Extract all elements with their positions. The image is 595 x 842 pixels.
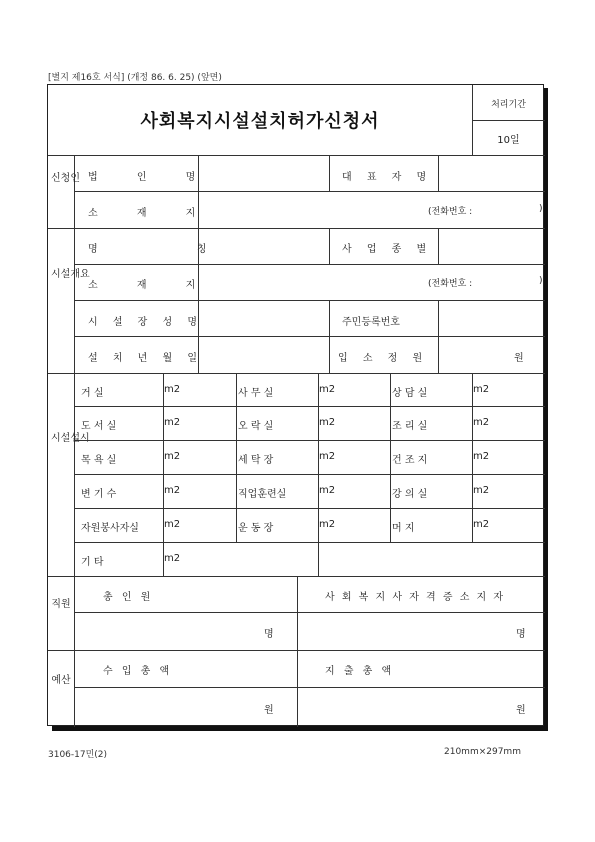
budget-section-label: 예산 [51, 675, 71, 686]
paper-size: 210mm×297mm [444, 747, 521, 757]
staff-section-label: 직원 [51, 599, 71, 610]
corp-name-label: 법 인 명 [88, 172, 214, 183]
staff-cert-unit: 명 [516, 629, 526, 640]
applicant-section-label: 신청인 [51, 173, 80, 184]
capacity-label: 입 소 정 원 [338, 353, 429, 364]
facility-label: 변 기 수 [81, 489, 117, 500]
facility-label: 기 타 [81, 557, 104, 568]
facility-name-label: 명 칭 [88, 244, 255, 255]
facility-phone-label: (전화번호 : [428, 279, 473, 289]
resident-no-label: 주민등록번호 [342, 317, 400, 328]
applicant-location-label: 소 재 지 [88, 208, 214, 219]
facility-label: 오 락 실 [238, 421, 274, 432]
facility-unit: m2 [319, 384, 336, 395]
staff-total-unit: 명 [264, 629, 274, 640]
facility-unit: m2 [164, 451, 181, 462]
staff-total-label: 총 인 원 [103, 592, 154, 603]
business-type-label: 사 업 종 별 [342, 244, 433, 255]
facility-unit: m2 [164, 485, 181, 496]
facility-label: 직업훈련실 [238, 489, 287, 500]
applicant-phone-close: ) [539, 204, 543, 214]
expense-unit: 원 [516, 705, 526, 716]
facility-label: 머 지 [392, 523, 415, 534]
income-label: 수 입 총 액 [103, 666, 173, 677]
facility-unit: m2 [473, 519, 490, 530]
facility-unit: m2 [473, 417, 490, 428]
facility-unit: m2 [164, 384, 181, 395]
facility-label: 운 동 장 [238, 523, 274, 534]
expense-label: 지 출 총 액 [325, 666, 395, 677]
facility-phone-close: ) [539, 276, 543, 286]
applicant-phone-label: (전화번호 : [428, 207, 473, 217]
form-number: [별지 제16호 서식] (개정 86. 6. 25) (앞면) [48, 73, 222, 83]
processing-label: 처리기간 [491, 100, 526, 110]
processing-value: 10일 [497, 135, 520, 146]
facility-label: 사 무 실 [238, 388, 274, 399]
rep-name-label: 대 표 자 명 [342, 172, 433, 183]
form-code: 3106-17민(2) [48, 750, 108, 760]
form-title: 사회복지시설설치허가신청서 [140, 111, 380, 132]
facilities-section-label: 시설설시 [51, 433, 90, 444]
facility-label: 거 실 [81, 388, 104, 399]
facility-unit: m2 [473, 451, 490, 462]
application-form [47, 84, 544, 726]
facility-label: 조 리 실 [392, 421, 428, 432]
facility-unit: m2 [164, 553, 181, 564]
staff-cert-label: 사 회 복 지 사 자 격 증 소 지 자 [325, 592, 506, 603]
facility-label: 세 탁 장 [238, 455, 274, 466]
facility-unit: m2 [319, 485, 336, 496]
est-date-label: 설 치 년 월 일 [88, 353, 204, 364]
facility-unit: m2 [164, 417, 181, 428]
facility-location-label: 소 재 지 [88, 280, 214, 291]
head-name-label: 시 설 장 성 명 [88, 317, 204, 328]
facility-label: 자원봉사자실 [81, 523, 139, 534]
facility-unit: m2 [319, 451, 336, 462]
facility-label: 강 의 실 [392, 489, 428, 500]
facility-label: 건 조 지 [392, 455, 428, 466]
facility-unit: m2 [473, 384, 490, 395]
facility-label: 상 담 실 [392, 388, 428, 399]
facility-label: 목 욕 실 [81, 455, 117, 466]
facility-unit: m2 [319, 519, 336, 530]
capacity-unit: 원 [514, 353, 524, 364]
facility-unit: m2 [473, 485, 490, 496]
income-unit: 원 [264, 705, 274, 716]
facility-label: 도 서 실 [81, 421, 117, 432]
facility-unit: m2 [319, 417, 336, 428]
facility-unit: m2 [164, 519, 181, 530]
overview-section-label: 시설개요 [51, 269, 90, 280]
